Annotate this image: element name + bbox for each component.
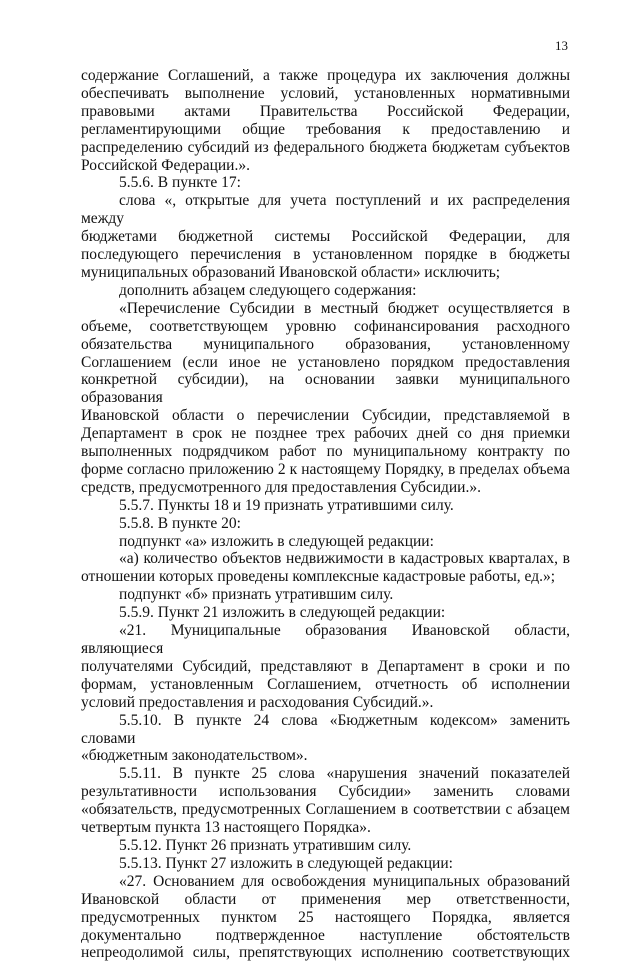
- text-line: «27. Основанием для освобождения муниципальных образований: [119, 872, 570, 890]
- paragraph: [81, 622, 570, 712]
- paragraph: [81, 282, 570, 300]
- paragraph: [81, 855, 570, 873]
- text-line: 5.5.13. Пункт 27 изложить в следующей редакции:: [119, 854, 453, 872]
- text-line: Ивановской области о перечислении Субсидии, представляемой в: [81, 407, 570, 425]
- text-line: 5.5.6. В пункте 17:: [119, 174, 241, 192]
- text-line: бюджетами бюджетной системы Российской Федерации, для: [81, 228, 570, 246]
- text-line: Ивановской области от применения мер ответственности,: [81, 890, 570, 908]
- paragraph: [81, 873, 570, 962]
- paragraph: [81, 300, 570, 497]
- text-line: муниципальных образований Ивановской области» исключить;: [81, 263, 501, 281]
- paragraph: [81, 837, 570, 855]
- text-line: последующего перечисления в установленном порядке в бюджеты: [81, 246, 570, 264]
- text-line: Российской Федерации.».: [81, 156, 250, 174]
- text-line: отношении которых проведены комплексные кадастровые работы, ед.»;: [81, 568, 556, 586]
- text-line: подпункт «б» признать утратившим силу.: [119, 586, 394, 604]
- text-line: 5.5.11. В пункте 25 слова «нарушения значений показателей: [119, 765, 570, 783]
- text-line: «21. Муниципальные образования Ивановской области, являющиеся: [81, 622, 570, 657]
- text-line: документально подтвержденное наступление обстоятельств: [81, 926, 570, 944]
- paragraph: [81, 192, 570, 282]
- paragraph: [81, 712, 570, 766]
- text-line: Соглашением (если иное не установлено порядком предоставления: [81, 353, 570, 371]
- text-line: 5.5.12. Пункт 26 признать утратившим силу.: [119, 836, 412, 854]
- text-line: Департамент в срок не позднее трех рабочих дней со дня приемки: [81, 425, 570, 443]
- paragraph: [81, 586, 570, 604]
- paragraph: [81, 497, 570, 515]
- text-line: «а) количество объектов недвижимости в кадастровых кварталах, в: [119, 550, 570, 568]
- text-line: средств, предусмотренного для предоставления Субсидии.».: [81, 478, 481, 496]
- text-line: форме согласно приложению 2 к настоящему Порядку, в пределах объема: [81, 460, 570, 478]
- text-line: подпункт «а» изложить в следующей редакции:: [119, 532, 434, 550]
- paragraph: [81, 533, 570, 551]
- text-line: «Перечисление Субсидии в местный бюджет осуществляется в: [119, 299, 570, 317]
- page-number: 13: [555, 38, 568, 53]
- text-line: формам, установленным Соглашением, отчетность об исполнении: [81, 675, 570, 693]
- text-line: 5.5.7. Пункты 18 и 19 признать утратившими силу.: [119, 496, 454, 514]
- text-line: выполненных подрядчиком работ по муниципальному контракту по: [81, 443, 570, 461]
- text-line: результативности использования Субсидии» заменить словами: [81, 783, 570, 801]
- text-line: обеспечивать выполнение условий, установленных нормативными: [81, 84, 570, 102]
- paragraph: [81, 174, 570, 192]
- text-line: 5.5.10. В пункте 24 слова «Бюджетным кодексом» заменить словами: [81, 711, 570, 747]
- text-line: 5.5.8. В пункте 20:: [119, 514, 241, 532]
- text-line: условий предоставления и расходования Субсидий.».: [81, 693, 434, 711]
- text-line: 5.5.9. Пункт 21 изложить в следующей редакции:: [119, 604, 446, 622]
- text-line: регламентирующими общие требования к предоставлению и: [81, 120, 570, 138]
- paragraph: [81, 67, 570, 174]
- text-line: содержание Соглашений, а также процедура их заключения должны: [81, 67, 570, 84]
- paragraph: [81, 515, 570, 533]
- paragraph: [81, 550, 570, 586]
- text-line: распределению субсидий из федерального бюджета бюджетам субъектов: [81, 138, 570, 156]
- text-line: «бюджетным законодательством».: [81, 747, 308, 765]
- paragraph: [81, 604, 570, 622]
- text-line: «обязательств, предусмотренных Соглашением в соответствии с абзацем: [81, 801, 570, 819]
- document-body: [81, 67, 570, 962]
- text-line: правовыми актами Правительства Российской Федерации,: [81, 102, 570, 120]
- text-line: слова «, открытые для учета поступлений и их распределения между: [81, 192, 570, 228]
- text-line: обязательства муниципального образования, установленному: [81, 335, 570, 353]
- text-line: конкретной субсидии), на основании заявки муниципального образования: [81, 371, 570, 407]
- paragraph: [81, 765, 570, 837]
- text-line: объеме, соответствующем уровню софинансирования расходного: [81, 317, 570, 335]
- text-line: непреодолимой силы, препятствующих исполнению соответствующих: [81, 944, 570, 962]
- text-line: предусмотренных пунктом 25 настоящего Порядка, является: [81, 908, 570, 926]
- text-line: дополнить абзацем следующего содержания:: [119, 281, 417, 299]
- text-line: получателями Субсидий, представляют в Департамент в сроки и по: [81, 657, 570, 675]
- text-line: четвертым пункта 13 настоящего Порядка».: [81, 819, 371, 837]
